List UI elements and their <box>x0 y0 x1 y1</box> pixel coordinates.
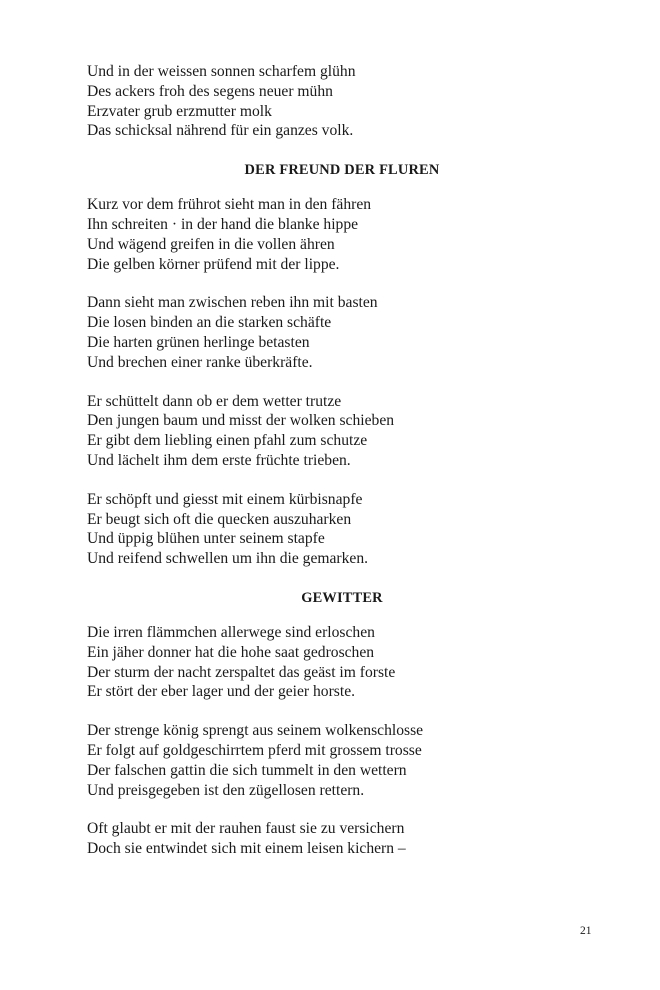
poem-line: Und üppig blühen unter seinem stapfe <box>87 530 325 548</box>
poem-line: Die irren flämmchen allerwege sind erloschen <box>87 623 375 641</box>
poem-line: Und lächelt ihm dem erste früchte trieben. <box>87 451 351 469</box>
poem-line: Er folgt auf goldgeschirrtem pferd mit grossem trosse <box>87 741 422 759</box>
poem-line: Und preisgegeben ist den zügellosen rettern. <box>87 781 365 799</box>
poem-line: Dann sieht man zwischen reben ihn mit basten <box>87 294 378 312</box>
page-body <box>87 62 597 859</box>
poem-line: Den jungen baum und misst der wolken schieben <box>87 412 395 430</box>
poem-line: Oft glaubt er mit der rauhen faust sie zu versichern <box>87 820 405 838</box>
poem-title: DER FREUND DER FLUREN <box>244 162 440 179</box>
poem-stanza <box>87 195 597 274</box>
poem-stanza <box>87 819 597 859</box>
poem-stanza <box>87 490 597 569</box>
poem-line: Er schüttelt dann ob er dem wetter trutze <box>87 392 342 410</box>
poem-line: Kurz vor dem frührot sieht man in den fähren <box>87 196 372 214</box>
intro-stanza <box>87 62 597 141</box>
poem-line: Er schöpft und giesst mit einem kürbisnapfe <box>87 490 363 508</box>
poem-stanza <box>87 623 597 702</box>
poem-line: Erzvater grub erzmutter molk <box>87 102 272 120</box>
page-number: 21 <box>580 925 592 937</box>
poem-line: Er beugt sich oft die quecken auszuharken <box>87 510 352 528</box>
poem-line: Der sturm der nacht zerspaltet das geäst im forste <box>87 663 396 681</box>
poem-line: Die losen binden an die starken schäfte <box>87 314 332 332</box>
poem-stanza <box>87 293 597 372</box>
poem-line: Der falschen gattin die sich tummelt in den wettern <box>87 761 407 779</box>
poem-line: Er stört der eber lager und der geier horste. <box>87 683 356 701</box>
poem-line: Der strenge könig sprengt aus seinem wolkenschlosse <box>87 722 424 740</box>
poem-line: Und reifend schwellen um ihn die gemarken. <box>87 550 369 568</box>
poem-line: Die harten grünen herlinge betasten <box>87 333 310 351</box>
poem-line: Des ackers froh des segens neuer mühn <box>87 82 333 100</box>
poem-line: Doch sie entwindet sich mit einem leisen kichern – <box>87 840 406 858</box>
poem-stanza <box>87 721 597 800</box>
poem-line: Er gibt dem liebling einen pfahl zum schutze <box>87 432 368 450</box>
poem-line: Und wägend greifen in die vollen ähren <box>87 235 335 253</box>
poem-title: GEWITTER <box>301 589 383 606</box>
poem-stanza <box>87 392 597 471</box>
poem-line: Das schicksal nährend für ein ganzes volk. <box>87 122 354 140</box>
poem-line: Und in der weissen sonnen scharfem glühn <box>87 63 356 80</box>
poem-line: Die gelben körner prüfend mit der lippe. <box>87 255 340 273</box>
poem-line: Ein jäher donner hat die hohe saat gedroschen <box>87 643 375 661</box>
poem-line: Und brechen einer ranke überkräfte. <box>87 353 313 371</box>
poem-line: Ihn schreiten · in der hand die blanke hippe <box>87 215 359 233</box>
